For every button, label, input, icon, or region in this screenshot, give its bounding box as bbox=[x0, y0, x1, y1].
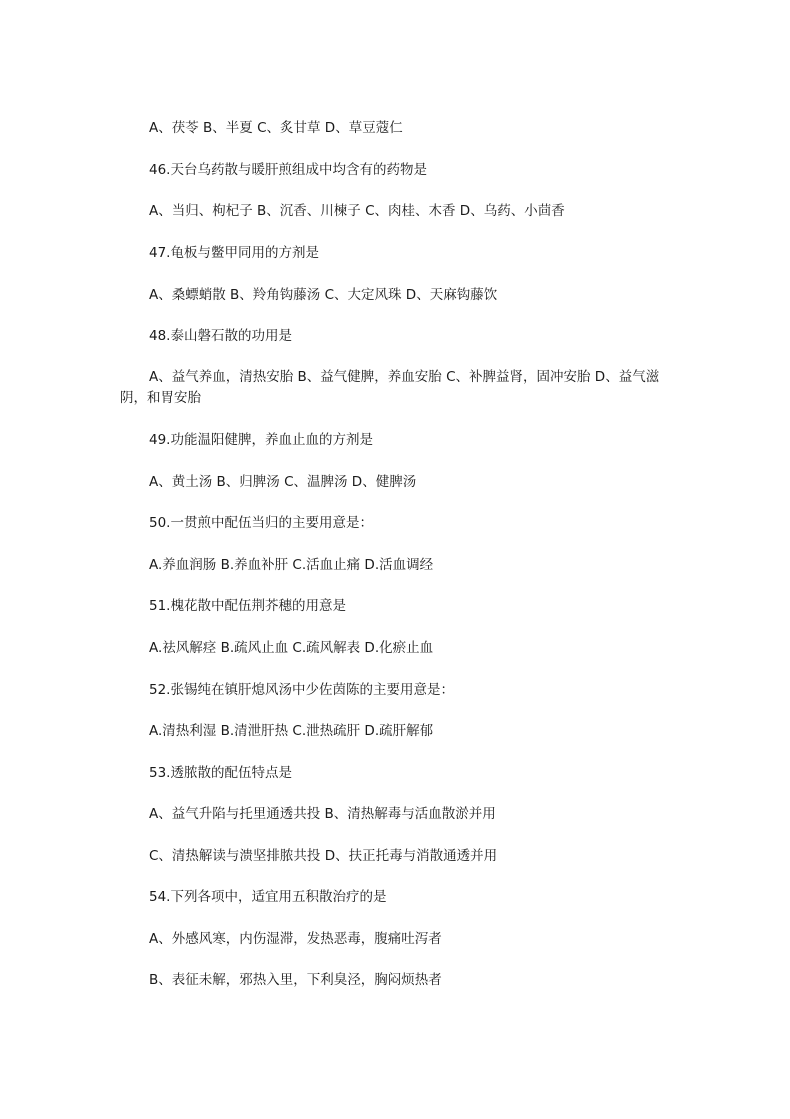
q52-question: 52.张锡纯在镇肝熄风汤中少佐茵陈的主要用意是： bbox=[149, 682, 454, 698]
q46-question: 46.天台乌药散与暖肝煎组成中均含有的药物是 bbox=[149, 162, 427, 178]
q47-question: 47.龟板与鳖甲同用的方剂是 bbox=[149, 245, 319, 261]
q51-question: 51.槐花散中配伍荆芥穗的用意是 bbox=[149, 598, 346, 614]
q53-options-cd: C、清热解读与溃坚排脓共投 D、扶正托毒与消散通透并用 bbox=[149, 848, 498, 864]
q53-options-ab: A、益气升陷与托里通透共投 B、清热解毒与活血散淤并用 bbox=[149, 806, 496, 822]
q46-options: A、当归、枸杞子 B、沉香、川楝子 C、肉桂、木香 D、乌药、小茴香 bbox=[149, 203, 565, 219]
q51-options: A.祛风解痉 B.疏风止血 C.疏风解表 D.化瘀止血 bbox=[149, 640, 434, 656]
q54-option-a: A、外感风寒，内伤湿滞，发热恶毒，腹痛吐泻者 bbox=[149, 931, 442, 947]
q54-option-b: B、表征未解，邪热入里，下利臭泾，胸闷烦热者 bbox=[149, 972, 442, 988]
q48-question: 48.泰山磐石散的功用是 bbox=[149, 328, 292, 344]
q54-question: 54.下列各项中，适宜用五积散治疗的是 bbox=[149, 889, 387, 905]
q53-question: 53.透脓散的配伍特点是 bbox=[149, 765, 292, 781]
q49-options: A、黄土汤 B、归脾汤 C、温脾汤 D、健脾汤 bbox=[149, 474, 417, 490]
q48-options: A、益气养血，清热安胎 B、益气健脾，养血安胎 C、补脾益肾，固冲安胎 D、益气滋阴，和胃安胎 bbox=[120, 369, 660, 406]
q45-options: A、茯苓 B、半夏 C、炙甘草 D、草豆蔻仁 bbox=[149, 120, 403, 136]
q50-options: A.养血润肠 B.养血补肝 C.活血止痛 D.活血调经 bbox=[149, 557, 434, 573]
q47-options: A、桑螵蛸散 B、羚角钩藤汤 C、大定风珠 D、天麻钩藤饮 bbox=[149, 287, 498, 303]
q49-question: 49.功能温阳健脾，养血止血的方剂是 bbox=[149, 432, 373, 448]
q50-question: 50.一贯煎中配伍当归的主要用意是： bbox=[149, 515, 373, 531]
q52-options: A.清热利湿 B.清泄肝热 C.泄热疏肝 D.疏肝解郁 bbox=[149, 723, 434, 739]
